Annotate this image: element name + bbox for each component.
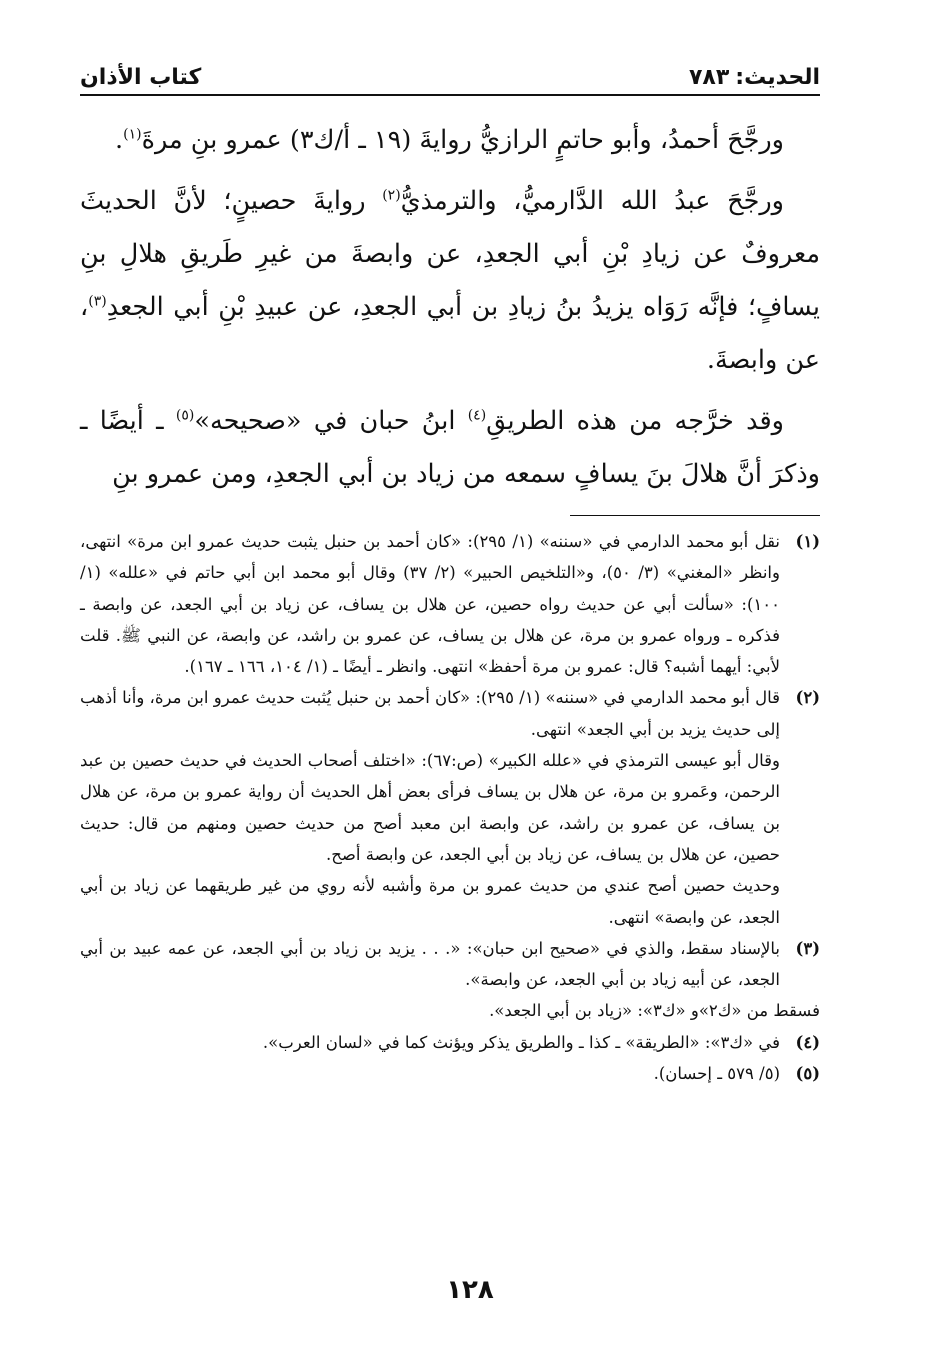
paragraph-1-text: ورجَّحَ أحمدُ، وأبو حاتمٍ الرازيُّ روايةَ (١٩ ـ أ/ك٣) عمرو بنِ مرةَ xyxy=(141,125,784,155)
footnote-4-text: في «ك٣»: «الطريقة» ـ كذا ـ والطريق يذكر ويؤنث كما في «لسان العرب». xyxy=(262,1032,780,1052)
footnote-2-text: قال أبو محمد الدارمي في «سننه» (١/ ٢٩٥): «كان أحمد بن حنبل يُثبت حديث عمرو ابن مرة، وأنا أذهب إلى حديث يزيد بن أبي الجعد» انتهى. xyxy=(80,688,780,739)
footnote-ref-2[interactable]: (٢) xyxy=(382,187,401,204)
footnote-divider xyxy=(570,515,820,516)
footnote-ref-3[interactable]: (٣) xyxy=(88,293,107,310)
paragraph-3-text-c: ـ أيضًا ـ وذكرَ أنَّ هلالَ بنَ يسافٍ سمعه من زياد بن أبي الجعدِ، ومن عمرو بنِ xyxy=(80,406,820,489)
paragraph-1-end: . xyxy=(115,125,124,155)
footnote-2 xyxy=(80,682,820,745)
hadith-label: الحديث: xyxy=(735,65,820,90)
book-title: كتاب الأذان xyxy=(80,65,202,90)
footnotes xyxy=(80,526,820,1089)
footnote-2-continuation-1: وقال أبو عيسى الترمذي في «علله الكبير» (ص:٦٧): «اختلف أصحاب الحديث في حديث حصين بن عبد الرحمن، وعَمرو بن مرة، عن هلال بن يساف فرأى بعض أهل الحديث أن رواية عمرو بن مرة، عن هلال بن يساف، عن عمرو بن راشد، عن وابصة ابن معبد أصح من حديث حصين ومنهم من قال: حديث حصين، عن هلال بن يساف، عن زياد بن أبي الجعد، عن وابصة أصح. xyxy=(80,751,780,864)
footnote-ref-1[interactable]: (١) xyxy=(123,126,142,143)
footnote-1 xyxy=(80,526,820,682)
footnote-4-number: (٤) xyxy=(795,1032,820,1052)
paragraph-3-text-b: ابنُ حبان في «صحيحه» xyxy=(194,406,468,436)
footnote-3 xyxy=(80,933,820,996)
paragraph-2-text-a: ورجَّحَ عبدُ الله الدَّارميُّ، والترمذيُّ xyxy=(400,186,784,216)
footnote-5-text: (٥/ ٥٧٩ ـ إحسان). xyxy=(653,1064,780,1084)
paragraph-3 xyxy=(80,395,820,501)
footnote-1-number: (١) xyxy=(795,532,820,551)
hadith-number: ٧٨٣ xyxy=(688,65,730,90)
paragraph-3-text-a: وقد خرَّجه من هذه الطريقِ xyxy=(486,406,784,436)
paragraph-2-text-b: روايةَ حصينٍ؛ لأنَّ الحديثَ معروفٌ عن زيادِ بْنِ أبي الجعدِ، عن وابصةَ من غيرِ طَريقِ هلالِ بنِ يسافٍ؛ فإنَّه رَوَاه يزيدُ بنُ زيادِ بن أبي الجعدِ، عن عبيدِ بْنِ أبي الجعدِ xyxy=(80,186,820,322)
footnote-4 xyxy=(80,1027,820,1058)
footnote-1-text: نقل أبو محمد الدارمي في «سننه» (١/ ٢٩٥): «كان أحمد بن حنبل يثبت حديث عمرو ابن مرة» انتهى، وانظر «المغني» (٣/ ٥٠)، و«التلخيص الحبير» (٢/ ٣٧) وقال أبو محمد ابن أبي حاتم في «علله» (١/ ١٠٠): «سألت أبي عن حديث رواه حصين، عن هلال بن يساف، عن زياد بن أبي الجعد، عن وابصة ـ فذكره ـ ورواه عمرو بن مرة، عن هلال بن يساف، عن عمرو بن راشد، عن وابصة، عن النبي ﷺ. قلت لأبي: أيهما أشبه؟ قال: عمرو بن مرة أحفظ» انتهى. وانظر ـ أيضًا ـ (١/ ١٠٤، ١٦٦ ـ ١٦٧). xyxy=(80,532,781,677)
paragraph-1 xyxy=(80,114,820,167)
footnote-2-continuation-2: وحديث حصين أصح عندي من حديث عمرو بن مرة وأشبه لأنه روي من غير طريقهما عن زياد بن أبي الجعد، عن وابصة» انتهى. xyxy=(80,876,780,927)
page-number: ١٢٨ xyxy=(446,1275,494,1305)
footnote-ref-4[interactable]: (٤) xyxy=(467,407,487,424)
paragraph-2-text-c: ، عن وابصةَ. xyxy=(80,292,820,375)
running-header xyxy=(80,50,820,96)
footnote-5 xyxy=(80,1058,820,1089)
footnote-5-number: (٥) xyxy=(795,1064,820,1084)
paragraph-2 xyxy=(80,175,820,387)
footnote-ref-5[interactable]: (٥) xyxy=(175,407,195,424)
footnote-3-continuation: فسقط من «ك٢»و «ك٣»: «زياد بن أبي الجعد». xyxy=(489,1001,820,1021)
footnote-3-number: (٣) xyxy=(795,938,820,958)
hadith-reference xyxy=(689,65,820,90)
book-page xyxy=(80,50,820,1089)
footnote-2-number: (٢) xyxy=(795,688,820,708)
main-text xyxy=(80,114,820,501)
footnote-3-text: بالإسناد سقط، والذي في «صحيح ابن حبان»: «. . . يزيد بن زياد بن أبي الجعد، عن عمه عبيد بن أبي الجعد، عن أبيه زياد بن أبي الجعد، عن وابصة». xyxy=(80,938,780,990)
